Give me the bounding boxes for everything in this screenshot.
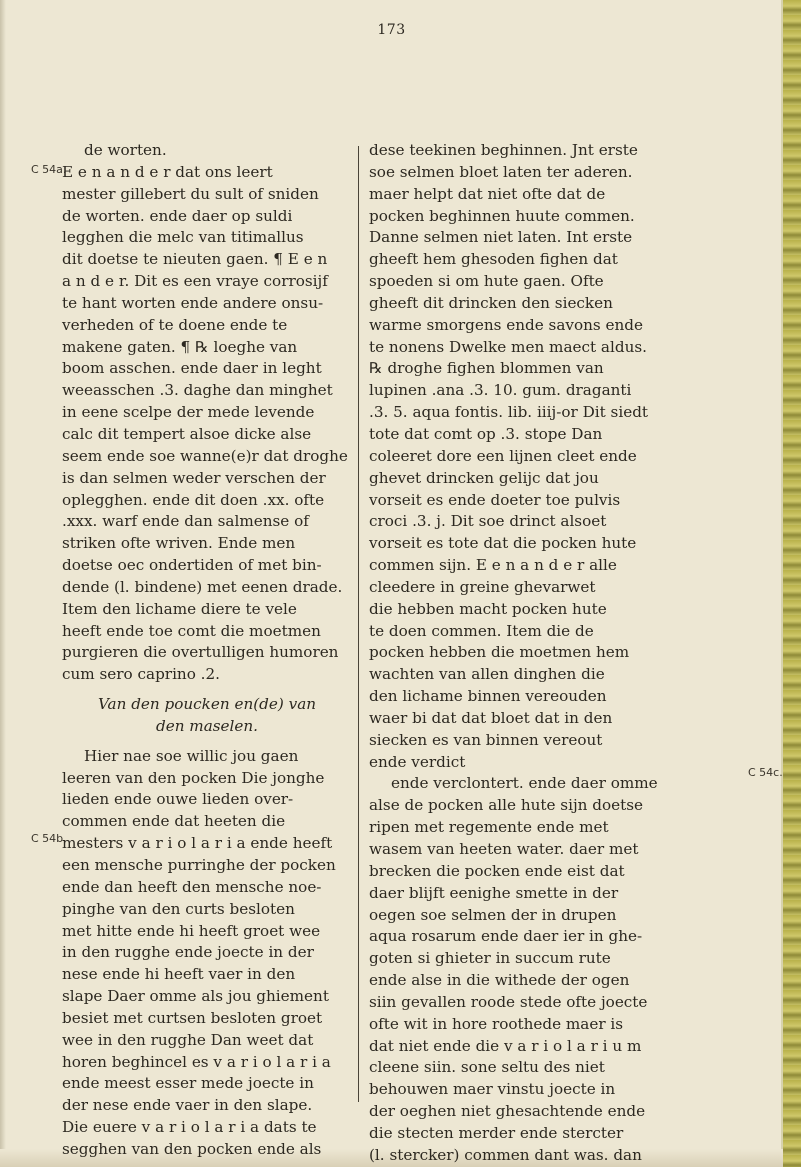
text-line: slape Daer omme als jou ghiement	[62, 987, 329, 1006]
text-line: pocken hebben die moetmen hem	[369, 643, 630, 662]
text-line: siin gevallen roode stede ofte joecte	[369, 992, 648, 1011]
text-line: vorseit es ende doeter toe pulvis	[369, 490, 621, 509]
text-line: te nonens Dwelke men maect aldus.	[369, 337, 647, 356]
text-line: mesters v a r i o l a r i a ende heeft	[62, 834, 333, 853]
text-line: een mensche purringhe der pocken	[62, 856, 336, 874]
text-line: die hebben macht pocken hute	[369, 599, 607, 618]
spacer	[62, 686, 352, 694]
text-line: te hant worten ende andere onsu-	[62, 293, 324, 312]
text-line: aqua rosarum ende daer ier in ghe-	[369, 927, 643, 946]
text-line: purgieren die overtulligen humoren	[62, 643, 339, 662]
text-line: maer helpt dat niet ofte dat de	[369, 184, 606, 203]
text-line: .xxx. warf ende dan salmense of	[62, 512, 309, 531]
text-line: Hier nae soe willic jou gaen	[84, 746, 299, 765]
text-line: in den rugghe ende joecte in der	[62, 943, 314, 962]
text-line: ripen met regemente ende met	[369, 818, 609, 837]
page-number: 173	[377, 22, 406, 38]
text-line: legghen die melc van titimallus	[62, 228, 304, 247]
text-line: in eene scelpe der mede levende	[62, 403, 315, 422]
text-line: warme smorgens ende savons ende	[369, 315, 644, 334]
text-line: cleedere in greine ghevarwet	[369, 577, 596, 596]
right-column	[369, 140, 744, 1167]
margin-note-c54b: C 54b.	[31, 832, 67, 845]
text-line: brecken die pocken ende eist dat	[369, 861, 625, 880]
text-line: pocken beghinnen huute commen.	[369, 206, 635, 225]
text-line: alse de pocken alle hute sijn doetse	[369, 796, 644, 815]
text-line: gheeft hem ghesoden fighen dat	[369, 250, 618, 269]
text-line: ende dan heeft den mensche noe-	[62, 877, 322, 896]
text-line: waer bi dat dat bloet dat in den	[369, 708, 613, 727]
text-line: dese teekinen beghinnen. Jnt erste	[369, 141, 638, 159]
text-line: dit doetse te nieuten gaen. ¶ E e n	[62, 250, 328, 269]
text-line: nese ende hi heeft vaer in den	[62, 965, 296, 984]
text-line: ende verclontert. ende daer omme	[391, 774, 658, 793]
text-line: seem ende soe wanne(e)r dat droghe	[62, 446, 348, 465]
text-line: ℞ droghe fighen blommen van	[369, 359, 604, 378]
text-line: segghen van den pocken ende als	[62, 1139, 322, 1158]
text-line: daer blijft eenighe smette in der	[369, 883, 619, 902]
text-line: .3. 5. aqua fontis. lib. iiij-or Dit siedt	[369, 403, 649, 422]
text-line: cleene siin. sone seltu des niet	[369, 1058, 605, 1077]
text-line: croci .3. j. Dit soe drinct alsoet	[369, 512, 607, 531]
text-line: Die euere v a r i o l a r i a dats te	[62, 1118, 317, 1137]
text-line: vorseit es tote dat die pocken hute	[369, 534, 637, 553]
text-line: lupinen .ana .3. 10. gum. draganti	[369, 381, 632, 400]
text-line: tote dat comt op .3. stope Dan	[369, 424, 603, 443]
text-line: leeren van den pocken Die jonghe	[62, 768, 325, 787]
text-line: calc dit tempert alsoe dicke alse	[62, 424, 312, 443]
text-line: makene gaten. ¶ ℞ loeghe van	[62, 337, 298, 356]
text-line: cum sero caprino .2.	[62, 665, 221, 684]
spacer	[62, 738, 352, 746]
text-line: weeasschen .3. daghe dan minghet	[62, 381, 333, 400]
margin-note-c54a: C 54a.	[31, 163, 67, 176]
text-line: de worten.	[84, 141, 167, 159]
text-line: de worten. ende daer op suldi	[62, 206, 293, 225]
text-line: den lichame binnen vereouden	[369, 687, 607, 706]
text-line: behouwen maer vinstu joecte in	[369, 1080, 616, 1099]
column-divider	[358, 146, 359, 1102]
text-line: striken ofte wriven. Ende men	[62, 534, 296, 553]
text-line: met hitte ende hi heeft groet wee	[62, 921, 321, 940]
text-line: siecken es van binnen vereout	[369, 730, 603, 749]
text-line: doetse oec ondertiden of met bin-	[62, 556, 322, 575]
text-line: goten si ghieter in succum rute	[369, 949, 611, 968]
text-line: commen sijn. E e n a n d e r alle	[369, 556, 617, 575]
text-line: der nese ende vaer in den slape.	[62, 1096, 313, 1115]
scanner-edge-strip	[781, 0, 801, 1167]
text-line: oplegghen. ende dit doen .xx. ofte	[62, 490, 325, 509]
text-line: horen beghincel es v a r i o l a r i a	[62, 1052, 331, 1071]
text-line: ende verdict	[369, 752, 466, 771]
text-line: heeft ende toe comt die moetmen	[62, 621, 321, 640]
text-line: a n d e r. Dit es een vraye corrosijf	[62, 272, 328, 291]
text-line: coleeret dore een lijnen cleet ende	[369, 446, 637, 465]
text-line: lieden ende ouwe lieden over-	[62, 790, 294, 809]
section-heading-cont: den maselen.	[155, 716, 258, 735]
page-left-edge	[0, 0, 6, 1167]
text-line: oegen soe selmen der in drupen	[369, 905, 617, 924]
text-line: wasem van heeten water. daer met	[369, 840, 639, 858]
text-line: soe selmen bloet laten ter aderen.	[369, 162, 633, 181]
text-line: ofte wit in hore roothede maer is	[369, 1014, 624, 1033]
text-line: Danne selmen niet laten. Int erste	[369, 228, 633, 247]
text-line: wee in den rugghe Dan weet dat	[62, 1030, 314, 1049]
text-line: ghevet drincken gelijc dat jou	[369, 468, 599, 487]
text-line: gheeft dit drincken den siecken	[369, 293, 613, 312]
text-line: besiet met curtsen besloten groet	[62, 1008, 323, 1027]
text-line: verheden of te doene ende te	[62, 315, 288, 334]
text-line: der oeghen niet ghesachtende ende	[369, 1102, 646, 1121]
text-line: Item den lichame diere te vele	[62, 599, 297, 618]
text-line: (l. stercker) commen dant was. dan	[369, 1145, 642, 1164]
text-line: te doen commen. Item die de	[369, 621, 594, 640]
text-line: mester gillebert du sult of sniden	[62, 184, 319, 203]
left-column	[62, 140, 352, 1161]
text-line: dat niet ende die v a r i o l a r i u m	[369, 1036, 642, 1055]
text-line: ende meest esser mede joecte in	[62, 1074, 314, 1093]
margin-note-c54c: C 54c.	[748, 766, 783, 779]
text-line: is dan selmen weder verschen der	[62, 468, 326, 487]
text-line: die stecten merder ende stercter	[369, 1123, 624, 1142]
text-line: boom asschen. ende daer in leght	[62, 359, 322, 378]
text-line: spoeden si om hute gaen. Ofte	[369, 272, 604, 291]
text-line: pinghe van den curts besloten	[62, 899, 295, 918]
text-line: E e n a n d e r dat ons leert	[62, 162, 273, 181]
text-line: commen ende dat heeten die	[62, 812, 286, 831]
section-heading: Van den poucken en(de) van	[97, 695, 317, 714]
text-line: dende (l. bindene) met eenen drade.	[62, 577, 343, 596]
text-line: ende alse in die withede der ogen	[369, 971, 630, 990]
text-line: wachten van allen dinghen die	[369, 665, 605, 684]
